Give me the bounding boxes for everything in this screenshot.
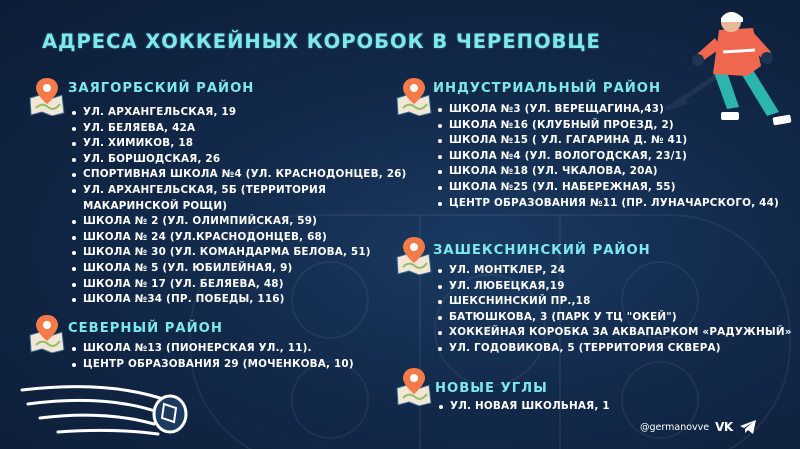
social-footer <box>640 418 757 436</box>
list-item: ХОККЕЙНАЯ КОРОБКА ЗА АКВАПАРКОМ «РАДУЖНЫЙ» <box>436 325 792 341</box>
list-item: ШКОЛА №3 (УЛ. ВЕРЕЩАГИНА,43) <box>436 102 779 118</box>
address-list <box>70 105 407 308</box>
list-item: СПОРТИВНАЯ ШКОЛА №4 (УЛ. КРАСНОДОНЦЕВ, 26) <box>70 167 407 183</box>
list-item: ШКОЛА №25 (УЛ. НАБЕРЕЖНАЯ, 55) <box>436 180 779 196</box>
district-title: ИНДУСТРИАЛЬНЫЙ РАЙОН <box>433 81 662 96</box>
list-item: ШКОЛА №34 (ПР. ПОБЕДЫ, 116) <box>70 292 407 308</box>
district-novye-ugly <box>395 366 775 416</box>
social-handle[interactable]: @germanovve <box>640 421 710 433</box>
district-zayagorbsky <box>28 76 407 306</box>
list-item: УЛ. МОНТКЛЕР, 24 <box>436 263 792 279</box>
map-pin-icon <box>28 313 66 353</box>
list-item: УЛ. ЛЮБЕЦКАЯ,19 <box>436 279 792 295</box>
list-item: ЦЕНТР ОБРАЗОВАНИЯ №11 (ПР. ЛУНАЧАРСКОГО, 44) <box>436 196 779 212</box>
list-item: ШЕКСНИНСКИЙ ПР.,18 <box>436 294 792 310</box>
list-item: ШКОЛА № 2 (УЛ. ОЛИМПИЙСКАЯ, 59) <box>70 214 407 230</box>
list-item: УЛ. АРХАНГЕЛЬСКАЯ, 5Б (ТЕРРИТОРИЯ МАКАРИНСКОЙ РОЩИ) <box>70 183 383 214</box>
list-item: УЛ. НОВАЯ ШКОЛЬНАЯ, 1 <box>437 399 610 415</box>
address-list <box>436 263 792 357</box>
list-item: ШКОЛА № 5 (УЛ. ЮБИЛЕЙНАЯ, 9) <box>70 261 407 277</box>
district-title: НОВЫЕ УГЛЫ <box>435 381 548 396</box>
list-item: ШКОЛА №16 (КЛУБНЫЙ ПРОЕЗД, 2) <box>436 118 779 134</box>
list-item: УЛ. ХИМИКОВ, 18 <box>70 136 407 152</box>
list-item: ЦЕНТР ОБРАЗОВАНИЯ 29 (МОЧЕНКОВА, 10) <box>70 357 354 373</box>
district-title: ЗАЯГОРБСКИЙ РАЙОН <box>68 81 255 96</box>
vk-icon[interactable]: VK <box>715 420 733 434</box>
list-item: УЛ. БОРШОДСКАЯ, 26 <box>70 152 407 168</box>
map-pin-icon <box>28 76 66 116</box>
address-list <box>436 102 779 211</box>
list-item: ШКОЛА № 17 (УЛ. БЕЛЯЕВА, 48) <box>70 277 407 293</box>
list-item: ШКОЛА №4 (УЛ. ВОЛОГОДСКАЯ, 23/1) <box>436 149 779 165</box>
list-item: ШКОЛА №15 ( УЛ. ГАГАРИНА Д. № 41) <box>436 133 779 149</box>
address-list <box>70 341 354 372</box>
list-item: УЛ. ГОДОВИКОВА, 5 (ТЕРРИТОРИЯ СКВЕРА) <box>436 341 792 357</box>
map-pin-icon <box>395 235 433 275</box>
map-pin-icon <box>395 76 433 116</box>
list-item: УЛ. БЕЛЯЕВА, 42А <box>70 121 407 137</box>
list-item: ШКОЛА №18 (УЛ. ЧКАЛОВА, 20А) <box>436 164 779 180</box>
district-title: СЕВЕРНЫЙ РАЙОН <box>68 321 223 336</box>
district-title: ЗАШЕКСНИНСКИЙ РАЙОН <box>433 243 651 258</box>
page-title: АДРЕСА ХОККЕЙНЫХ КОРОБОК В ЧЕРЕПОВЦЕ <box>42 30 601 53</box>
map-pin-icon <box>395 366 433 406</box>
district-severny <box>28 313 378 383</box>
list-item: БАТЮШКОВА, 3 (ПАРК У ТЦ "ОКЕЙ") <box>436 310 792 326</box>
list-item: ШКОЛА № 24 (УЛ.КРАСНОДОНЦЕВ, 68) <box>70 230 407 246</box>
district-zasheksninsky <box>395 235 792 365</box>
address-list <box>437 399 610 415</box>
list-item: ШКОЛА № 30 (УЛ. КОМАНДАРМА БЕЛОВА, 51) <box>70 245 407 261</box>
district-industrialny <box>395 76 779 216</box>
telegram-icon[interactable] <box>739 419 757 435</box>
list-item: ШКОЛА №13 (ПИОНЕРСКАЯ УЛ., 11). <box>70 341 354 357</box>
list-item: УЛ. АРХАНГЕЛЬСКАЯ, 19 <box>70 105 407 121</box>
flying-puck-illustration <box>18 378 193 444</box>
